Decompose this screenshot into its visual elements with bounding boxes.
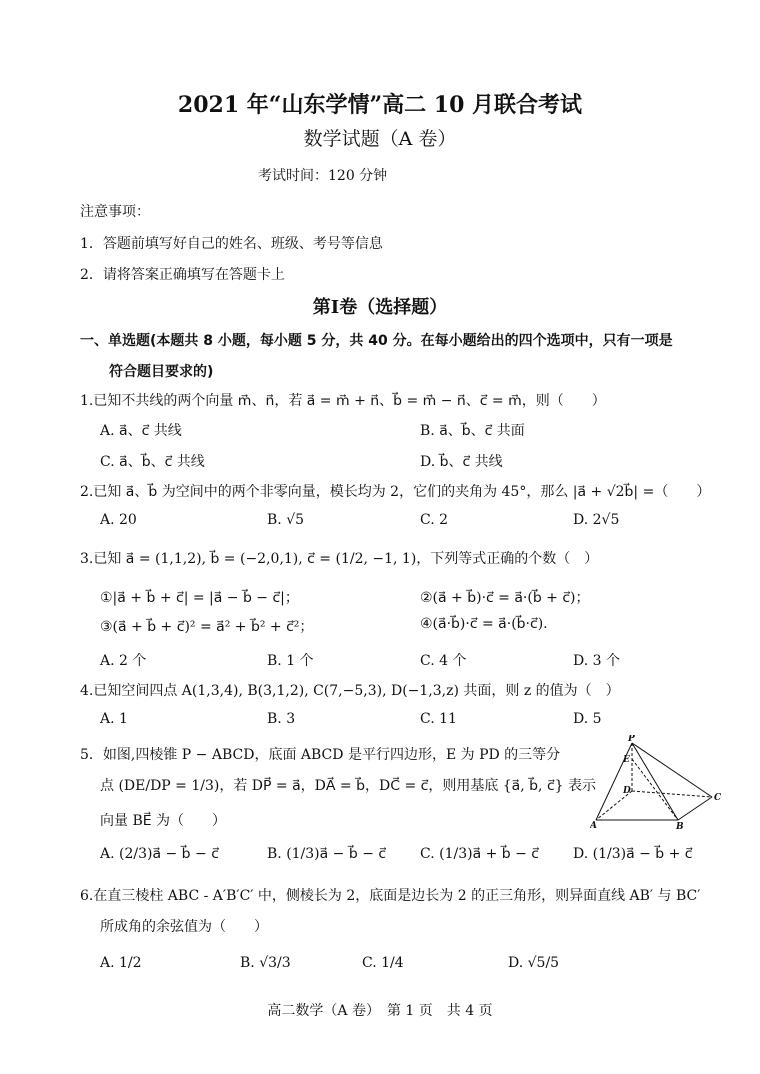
label-p: P <box>628 735 635 744</box>
question-5-stem-line2: 点 (DE/DP = 1/3)，若 DP⃗ = a⃗，DA⃗ = b⃗，DC⃗ = c⃗，则用基底 {a⃗, b⃗, c⃗} 表示 <box>100 778 596 794</box>
question-4-stem: 4.已知空间四点 A(1,3,4), B(3,1,2), C(7,−5,3), D(−1,3,z) 共面，则 z 的值为（ ） <box>80 683 620 699</box>
question-1-option-a: A. a⃗、c⃗ 共线 <box>100 423 182 439</box>
question-2-option-c: C. 2 <box>420 512 449 528</box>
exam-subtitle: 数学试题（A 卷） <box>303 128 457 150</box>
pyramid-figure <box>590 735 730 830</box>
edge-pc <box>632 743 712 797</box>
exam-title: 2021 年“山东学情”高二 10 月联合考试 <box>177 92 583 118</box>
exam-time: 考试时间：120 分钟 <box>258 168 388 184</box>
question-3-statement-2: ②(a⃗ + b⃗)·c⃗ = a⃗·(b⃗ + c⃗)； <box>420 590 590 606</box>
question-6-stem-line1: 6.在直三棱柱 ABC - A′B′C′ 中，侧棱长为 2，底面是边长为 2 的正三角形，则异面直线 AB′ 与 BC′ <box>80 888 701 904</box>
question-5-option-a: A. (2/3)a⃗ − b⃗ − c⃗ <box>100 846 219 862</box>
question-4-option-b: B. 3 <box>267 711 296 727</box>
question-6-option-b: B. √3/3 <box>240 955 291 971</box>
question-5-option-d: D. (1/3)a⃗ − b⃗ + c⃗ <box>573 846 693 862</box>
question-6-option-a: A. 1/2 <box>100 955 142 971</box>
question-3-statement-4: ④(a⃗·b⃗)·c⃗ = a⃗·(b⃗·c⃗). <box>420 616 548 632</box>
question-4-option-d: D. 5 <box>573 711 602 727</box>
question-1-option-d: D. b⃗、c⃗ 共线 <box>420 454 503 470</box>
label-e: E <box>623 755 630 765</box>
edge-bc <box>678 797 712 820</box>
note-item: 2．请将答案正确填写在答题卡上 <box>80 267 285 283</box>
question-5-stem-line1: 5．如图,四棱锥 P − ABCD，底面 ABCD 是平行四边形，E 为 PD 的三等分 <box>80 747 561 763</box>
question-3-option-c: C. 4 个 <box>420 653 467 669</box>
label-d: D <box>623 786 631 796</box>
notes-heading: 注意事项： <box>80 204 150 220</box>
question-1-stem: 1.已知不共线的两个向量 m⃗、n⃗，若 a⃗ = m⃗ + n⃗、b⃗ = m⃗ − n⃗、c⃗ = m⃗，则（ ） <box>80 393 606 409</box>
question-3-option-d: D. 3 个 <box>573 653 620 669</box>
question-5-option-b: B. (1/3)a⃗ − b⃗ − c⃗ <box>267 846 387 862</box>
question-3-option-a: A. 2 个 <box>100 653 147 669</box>
question-3-statement-3: ③(a⃗ + b⃗ + c⃗)² = a⃗² + b⃗² + c⃗²； <box>100 619 314 635</box>
edge-dc <box>632 791 712 797</box>
question-2-stem: 2.已知 a⃗、b⃗ 为空间中的两个非零向量，模长均为 2，它们的夹角为 45°，那么 |a⃗ + √2b⃗| =（ ） <box>80 484 711 500</box>
question-5-stem-line3: 向量 BE⃗ 为（ ） <box>100 813 227 829</box>
question-6-stem-line2: 所成角的余弦值为（ ） <box>100 919 268 935</box>
question-2-option-d: D. 2√5 <box>573 512 620 528</box>
question-6-option-c: C. 1/4 <box>362 955 404 971</box>
page-footer: 高二数学（A 卷） 第 1 页 共 4 页 <box>267 1003 493 1019</box>
segment-eb <box>632 759 678 820</box>
label-b: B <box>676 822 684 830</box>
question-3-option-b: B. 1 个 <box>267 653 314 669</box>
question-6-option-d: D. √5/5 <box>508 955 560 971</box>
question-3-statement-1: ①|a⃗ + b⃗ + c⃗| = |a⃗ − b⃗ − c⃗|； <box>100 590 299 606</box>
label-a: A <box>590 821 597 830</box>
note-item: 1．答题前填写好自己的姓名、班级、考号等信息 <box>80 236 383 252</box>
question-3-stem: 3.已知 a⃗ = (1,1,2), b⃗ = (−2,0,1), c⃗ = (1/2, −1, 1)，下列等式正确的个数（ ） <box>80 551 599 567</box>
part-heading-cont: 符合题目要求的) <box>109 364 214 380</box>
question-1-option-b: B. a⃗、b⃗、c⃗ 共面 <box>420 423 525 439</box>
question-4-option-a: A. 1 <box>100 711 128 727</box>
question-4-option-c: C. 11 <box>420 711 457 727</box>
question-5-option-c: C. (1/3)a⃗ + b⃗ − c⃗ <box>420 846 539 862</box>
question-1-option-c: C. a⃗、b⃗、c⃗ 共线 <box>100 454 205 470</box>
part-heading: 一、单选题(本题共 8 小题，每小题 5 分，共 40 分。在每小题给出的四个选项中，只有一项是 <box>80 333 673 349</box>
edge-pb <box>632 743 678 820</box>
label-c: C <box>714 793 722 803</box>
question-2-option-b: B. √5 <box>267 512 305 528</box>
question-2-option-a: A. 20 <box>100 512 137 528</box>
section-title: 第Ⅰ卷（选择题） <box>312 297 448 318</box>
